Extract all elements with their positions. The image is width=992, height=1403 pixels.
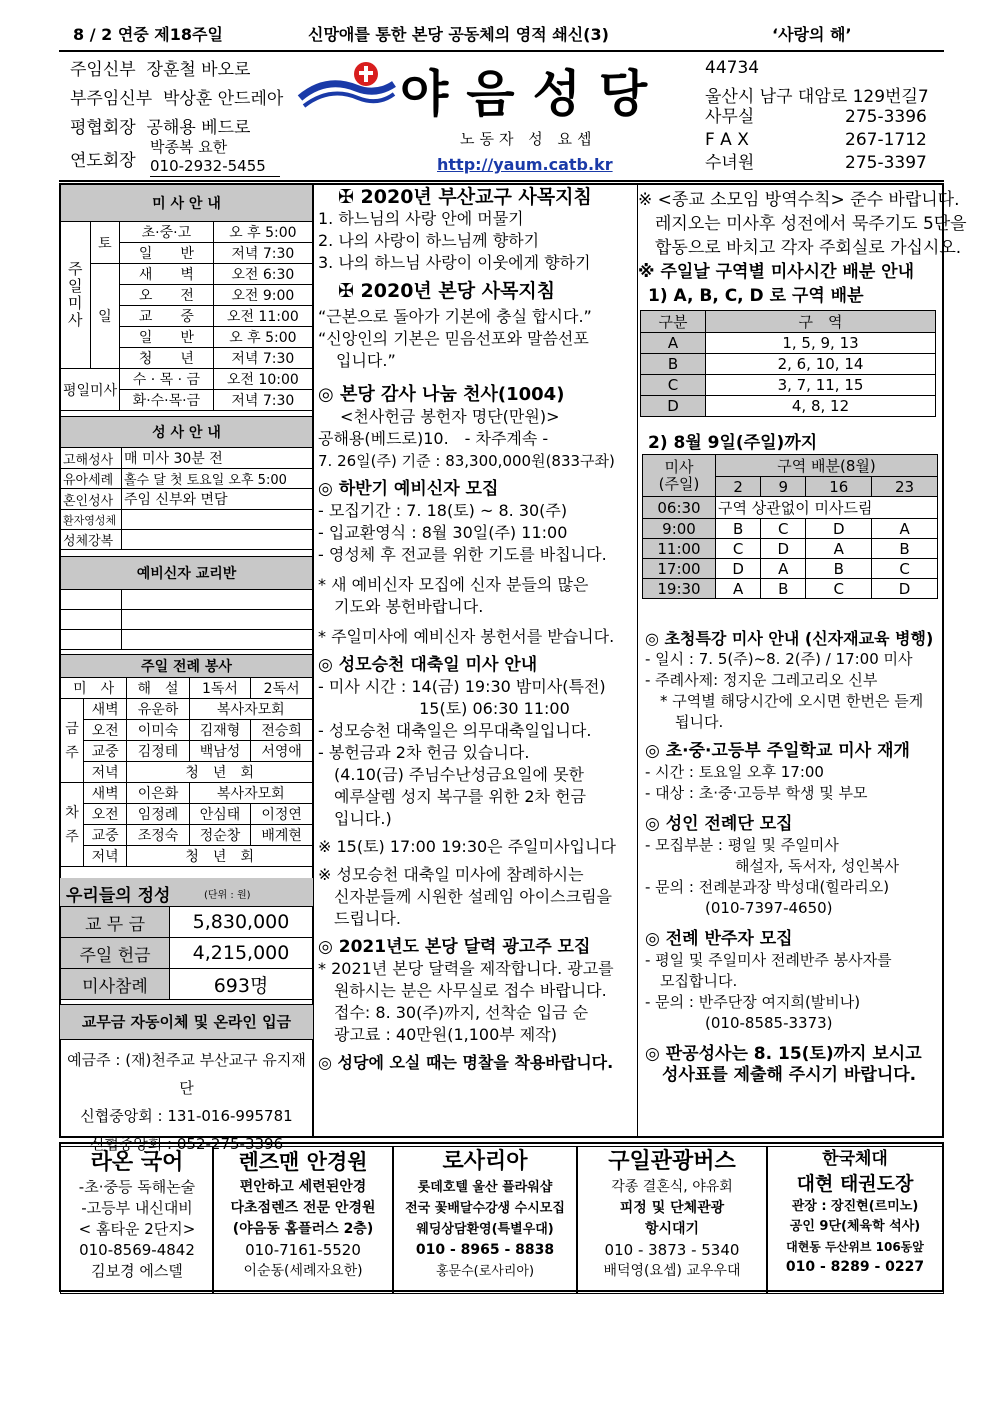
cross-circle-wave-logo-icon bbox=[296, 58, 396, 114]
contact-lines bbox=[705, 106, 927, 175]
mass-time: 오전 11:00 bbox=[213, 306, 312, 327]
sacrament-name: 유아세례 bbox=[61, 469, 122, 489]
adult-line: (010-7397-4650) bbox=[645, 899, 833, 917]
rule-line: 합동으로 바치고 각자 주회실로 가십시오. bbox=[638, 238, 962, 258]
ad-line: 배덕영(요셉) 교우우대 bbox=[603, 1263, 741, 1279]
ad-line: 이순동(세례자요한) bbox=[243, 1263, 363, 1279]
offering-name: 미사참례 bbox=[61, 969, 170, 1000]
right-notices-bottom bbox=[645, 628, 933, 1086]
ad-line: 홍문수(로사리아) bbox=[435, 1264, 535, 1279]
school-line: - 시간 : 토요일 오후 17:00 bbox=[645, 763, 824, 781]
liturgy-reader: 전승희 bbox=[251, 720, 313, 741]
assumption-line: ※ 성모승천 대축일 미사에 참례하시는 bbox=[318, 865, 584, 884]
mass-title: 미 사 안 내 bbox=[61, 185, 313, 222]
adult-liturgy-title: ◎ 성인 전례단 모집 bbox=[645, 814, 793, 834]
diocese-guideline-title: ✠ 2020년 부산교구 사목지침 bbox=[338, 186, 592, 208]
schedule-zone: A bbox=[761, 559, 806, 579]
calendar-ad-line: 접수: 8. 30(주)까지, 선착순 입금 순 bbox=[318, 1003, 589, 1022]
calendar-ad-line: 원하시는 분은 사무실로 접수 바랍니다. bbox=[318, 981, 607, 1000]
liturgy-title: 주일 전례 봉사 bbox=[61, 655, 313, 678]
assumption-line: (4.10(금) 주님수난성금요일에 못한 bbox=[318, 765, 584, 784]
schedule-time: 19:30 bbox=[643, 579, 716, 599]
sacrament-value bbox=[122, 530, 313, 550]
liturgy-reader: 배계현 bbox=[251, 825, 313, 846]
liturgy-header: 미 사 bbox=[61, 678, 127, 699]
parish-guideline-title: ✠ 2020년 본당 사목지침 bbox=[338, 280, 556, 302]
mass-name: 수 · 목 · 금 bbox=[120, 369, 214, 390]
parish-title: 야음성당 bbox=[400, 64, 666, 123]
mass-time: 오전 6:30 bbox=[213, 264, 312, 285]
liturgy-commentator: 이미숙 bbox=[127, 720, 189, 741]
liturgy-reader: 안심태 bbox=[189, 804, 251, 825]
ad-florist bbox=[392, 1146, 578, 1294]
sacrament-value bbox=[122, 510, 313, 530]
angel-offering-title: ◎ 본당 감사 나눔 천사(1004) bbox=[318, 384, 565, 405]
ad-line: < 홈타운 2단지> bbox=[78, 1220, 196, 1238]
zip-code: 44734 bbox=[705, 58, 760, 78]
zone-letter: A bbox=[641, 333, 706, 354]
liturgy-mass: 교중 bbox=[84, 741, 127, 762]
assumption-mass-title: ◎ 성모승천 대축일 미사 안내 bbox=[318, 655, 538, 675]
assumption-line: ※ 15(토) 17:00 19:30은 주일미사입니다 bbox=[318, 837, 616, 856]
zone-areas: 1, 5, 9, 13 bbox=[706, 333, 936, 354]
school-mass-title: ◎ 초·중·고등부 주일학교 미사 재개 bbox=[645, 741, 910, 761]
liturgy-youth: 청 년 회 bbox=[127, 846, 313, 867]
liturgy-service-table bbox=[60, 654, 313, 867]
staff-list bbox=[70, 56, 283, 143]
assumption-line: 입니다.) bbox=[318, 809, 392, 828]
ad-line: 롯데호텔 울산 플라워샵 bbox=[417, 1180, 553, 1195]
adult-line: 해설자, 독서자, 성인복사 bbox=[645, 857, 899, 875]
ad-korean-academy bbox=[60, 1146, 214, 1294]
mass-schedule-table bbox=[60, 184, 313, 411]
catechumen-class-title: 예비신자 교리반 bbox=[61, 557, 313, 590]
ad-title: 구일관광버스 bbox=[608, 1149, 736, 1174]
ad-title: 렌즈맨 안경원 bbox=[238, 1150, 368, 1174]
parish-guideline-line: “신앙인의 기본은 믿음선포와 말씀선포 bbox=[318, 329, 589, 348]
schedule-zone: A bbox=[872, 519, 938, 539]
contact-label: 수녀원 bbox=[705, 153, 755, 173]
distribution-subtitle: 1) A, B, C, D 로 구역 배분 bbox=[648, 286, 864, 306]
schedule-time: 06:30 bbox=[643, 497, 716, 519]
zone-areas: 3, 7, 11, 15 bbox=[706, 375, 936, 396]
offering-name: 교 무 금 bbox=[61, 907, 170, 938]
contact-value: 275-3396 bbox=[845, 107, 927, 127]
ad-line: 웨딩상담환영(특별우대) bbox=[416, 1222, 554, 1237]
sacrament-value: 주임 신부와 면담 bbox=[122, 489, 313, 510]
ad-line: 대현동 두산위브 106동앞 bbox=[786, 1240, 924, 1254]
mass-time: 저녁 7:30 bbox=[213, 243, 312, 264]
offering-title: 우리들의 정성 bbox=[66, 886, 171, 906]
liturgy-reader: 서영애 bbox=[251, 741, 313, 762]
ad-title-2: 대현 태권도장 bbox=[796, 1173, 914, 1195]
mass-time: 저녁 7:30 bbox=[213, 390, 312, 411]
zone-letter: B bbox=[641, 354, 706, 375]
calendar-ad-line: * 2021년 본당 달력을 제작합니다. 광고를 bbox=[318, 959, 614, 978]
issue-theme: 신망애를 통한 본당 공동체의 영적 쇄신(3) bbox=[308, 25, 609, 44]
liturgy-mass: 오전 bbox=[84, 720, 127, 741]
catechumen-recruit-line: * 주일미사에 예비신자 봉헌서를 받습니다. bbox=[318, 627, 615, 646]
ad-line: -고등부 내신대비 bbox=[81, 1199, 193, 1217]
schedule-date: 2 bbox=[716, 477, 761, 497]
year-theme: ‘사랑의 해’ bbox=[772, 25, 852, 44]
angel-offering-line: 7. 26일(주) 기준 : 83,300,000원(833구좌) bbox=[318, 452, 615, 470]
schedule-zone: B bbox=[761, 579, 806, 599]
distribution-title: ※ 주일날 구역별 미사시간 배분 안내 bbox=[638, 262, 915, 282]
schedule-time: 17:00 bbox=[643, 559, 716, 579]
schedule-head-label: (주일) bbox=[658, 474, 700, 493]
schedule-zone: A bbox=[716, 579, 761, 599]
calendar-ad-title: ◎ 2021년도 본당 달력 광고주 모집 bbox=[318, 937, 591, 957]
liturgy-reader: 김재형 bbox=[189, 720, 251, 741]
ad-title: 한국체대 bbox=[822, 1149, 888, 1169]
offering-value: 4,215,000 bbox=[170, 938, 313, 969]
assumption-line: - 성모승천 대축일은 의무대축일입니다. bbox=[318, 721, 592, 740]
schedule-zone: B bbox=[716, 519, 761, 539]
offering-header bbox=[60, 878, 313, 907]
assumption-line: 예루살렘 성지 복구를 위한 2차 헌금 bbox=[318, 787, 586, 806]
schedule-date: 16 bbox=[806, 477, 872, 497]
autopay-line: 신협중앙회 : 052-275-3396 bbox=[89, 1135, 284, 1153]
divider bbox=[150, 176, 280, 177]
offering-value: 5,830,000 bbox=[170, 907, 313, 938]
schedule-zone: B bbox=[872, 539, 938, 559]
staff-name: 장훈철 바오로 bbox=[146, 60, 251, 80]
sacrament-name: 환자영성체 bbox=[61, 510, 122, 530]
ad-line: -초·중등 독해논술 bbox=[78, 1178, 196, 1196]
assumption-line: 드립니다. bbox=[318, 909, 401, 928]
adult-line: - 문의 : 전례분과장 박성대(힐라리오) bbox=[645, 878, 890, 896]
mass-time: 오 후 5:00 bbox=[213, 327, 312, 348]
ad-line: 010-7161-5520 bbox=[245, 1241, 361, 1259]
schedule-zone: D bbox=[806, 519, 872, 539]
schedule-zone: D bbox=[872, 579, 938, 599]
ad-line: 전국 꽃배달수강생 수시모집 bbox=[405, 1201, 565, 1216]
staff-contact bbox=[150, 138, 266, 176]
sunday-label: 일 bbox=[90, 264, 120, 369]
schedule-zone: B bbox=[806, 559, 872, 579]
diocese-guideline-item: 1. 하느님의 사랑 안에 머물기 bbox=[318, 209, 524, 228]
sunday-mass-label: 주일미사 bbox=[61, 222, 91, 369]
parish-guideline-line: “근본으로 돌아가 기본에 충실 합시다.” bbox=[318, 307, 592, 326]
mass-time: 오 후 5:00 bbox=[213, 222, 312, 243]
ad-line: (야음동 홈플러스 2층) bbox=[232, 1221, 374, 1237]
invite-line: * 구역별 해당시간에 오시면 한번은 듣게 bbox=[645, 692, 924, 710]
parish-guideline-line: 입니다.” bbox=[336, 351, 396, 370]
liturgy-youth: 청 년 회 bbox=[127, 762, 313, 783]
liturgy-mass: 새벽 bbox=[84, 699, 127, 720]
schedule-note: 구역 상관없이 미사드림 bbox=[716, 497, 938, 519]
middle-notices bbox=[318, 186, 616, 1074]
staff-name: 박상훈 안드레아 bbox=[162, 89, 284, 109]
organist-line: - 문의 : 반주단장 여지희(발비나) bbox=[645, 993, 861, 1011]
this-week-label: 금주 bbox=[61, 699, 84, 783]
ad-line: 관장 : 장진현(르미노) bbox=[791, 1199, 919, 1214]
diocese-guideline-item: 3. 나의 하느님 사랑이 이웃에게 향하기 bbox=[318, 253, 591, 272]
sacrament-value: 매 미사 30분 전 bbox=[122, 448, 313, 469]
mass-time: 오전 10:00 bbox=[213, 369, 312, 390]
mass-time: 오전 9:00 bbox=[213, 285, 312, 306]
invite-line: 됩니다. bbox=[645, 713, 724, 731]
right-notices-top bbox=[638, 188, 967, 308]
assumption-line: 신자분들께 시원한 설레임 아이스크림을 bbox=[318, 887, 613, 906]
invite-lecture-title: ◎ 초청특강 미사 안내 (신자재교육 병행) bbox=[645, 629, 934, 648]
invite-line: - 일시 : 7. 5(주)~8. 2(주) / 17:00 미사 bbox=[645, 650, 913, 668]
liturgy-mass: 교중 bbox=[84, 825, 127, 846]
ad-optician bbox=[212, 1146, 394, 1294]
schedule-time: 9:00 bbox=[643, 519, 716, 539]
schedule-zone: C bbox=[806, 579, 872, 599]
organist-line: (010-8585-3373) bbox=[645, 1014, 833, 1032]
ad-line: 다초점렌즈 전문 안경원 bbox=[230, 1200, 376, 1216]
ad-title: 라온 국어 bbox=[90, 1149, 184, 1175]
mass-time: 저녁 7:30 bbox=[213, 348, 312, 369]
issue-date: 8 / 2 연중 제18주일 bbox=[73, 25, 223, 44]
schedule-date: 9 bbox=[761, 477, 806, 497]
assumption-line: - 봉헌금과 2차 헌금 있습니다. bbox=[318, 743, 530, 762]
sacrament-value: 홀수 달 첫 토요일 오후 5:00 bbox=[122, 469, 313, 489]
zone-letter: D bbox=[641, 396, 706, 417]
organist-line: 모집합니다. bbox=[645, 972, 738, 990]
calendar-ad-line: 광고료 : 40만원(1,100부 제작) bbox=[318, 1025, 557, 1044]
catechumen-recruit-line: * 새 예비신자 모집에 신자 분들의 많은 bbox=[318, 575, 589, 594]
ad-line: 항시대기 bbox=[644, 1221, 700, 1237]
schedule-zone: D bbox=[716, 559, 761, 579]
autopay-title: 교무금 자동이체 및 온라인 입금 bbox=[60, 1004, 313, 1040]
nametag-notice: ◎ 성당에 오실 때는 명찰을 착용바랍니다. bbox=[318, 1053, 614, 1072]
angel-offering-line: 공해용(베드로)10. - 차주계속 - bbox=[318, 429, 549, 448]
ad-title: 로사리아 bbox=[442, 1149, 528, 1174]
schedule-date: 23 bbox=[872, 477, 938, 497]
zone-table bbox=[640, 310, 936, 417]
offering-table bbox=[60, 906, 313, 1000]
organist-line: - 평일 및 주일미사 전례반주 봉사자를 bbox=[645, 951, 892, 969]
catechumen-class-table bbox=[60, 556, 313, 650]
ad-line: 피정 및 단체관광 bbox=[619, 1200, 725, 1216]
liturgy-reader: 백남성 bbox=[189, 741, 251, 762]
ad-line: 010-8569-4842 bbox=[79, 1241, 195, 1259]
ad-line: 010 - 3873 - 5340 bbox=[604, 1241, 740, 1259]
catechumen-recruit-line: 기도와 봉헌바랍니다. bbox=[318, 597, 484, 616]
schedule-zone: A bbox=[806, 539, 872, 559]
liturgy-header: 해 설 bbox=[127, 678, 189, 699]
address: 울산시 남구 대암로 129번길7 bbox=[705, 87, 929, 107]
offering-value: 693명 bbox=[170, 969, 313, 1000]
assumption-line: - 미사 시간 : 14(금) 19:30 밤미사(특전) bbox=[318, 677, 606, 696]
staff-role: 평협회장 bbox=[70, 118, 136, 138]
liturgy-reader: 정순창 bbox=[189, 825, 251, 846]
mass-name: 초·중·고 bbox=[120, 222, 214, 243]
autopay-line: 예금주 : (재)천주교 부산교구 유지재단 bbox=[67, 1051, 306, 1097]
ad-taekwondo bbox=[766, 1146, 944, 1294]
mass-name: 새 벽 bbox=[120, 264, 214, 285]
mass-zone-schedule bbox=[642, 454, 938, 599]
school-line: - 대상 : 초·중·고등부 학생 및 부모 bbox=[645, 784, 868, 802]
mass-name: 화·수·목·금 bbox=[120, 390, 214, 411]
confession-line: 성사표를 제출해 주시기 바랍니다. bbox=[645, 1065, 917, 1085]
staff-role: 부주임신부 bbox=[70, 89, 153, 109]
staff-role: 연도회장 bbox=[70, 151, 136, 171]
offering-unit: (단위 : 원) bbox=[204, 890, 251, 901]
liturgy-mass: 저녁 bbox=[84, 762, 127, 783]
liturgy-reader: 복사자모회 bbox=[189, 783, 312, 804]
liturgy-reader: 이정연 bbox=[251, 804, 313, 825]
schedule-title: 2) 8월 9일(주일)까지 bbox=[648, 433, 818, 453]
assumption-line: 15(토) 06:30 11:00 bbox=[318, 699, 570, 718]
zone-areas: 2, 6, 10, 14 bbox=[706, 354, 936, 375]
schedule-head bbox=[643, 455, 716, 497]
schedule-zone: D bbox=[761, 539, 806, 559]
staff-name: 박종복 요한 bbox=[150, 138, 228, 156]
liturgy-header: 1독서 bbox=[189, 678, 251, 699]
ad-line: 편안하고 세련된안경 bbox=[239, 1179, 367, 1195]
sacrament-name: 성체강복 bbox=[61, 530, 122, 550]
catechumen-recruit-line: - 영성체 후 전교를 위한 기도를 바칩니다. bbox=[318, 545, 607, 564]
contact-label: F A X bbox=[705, 130, 749, 150]
contact-value: 267-1712 bbox=[845, 130, 927, 150]
liturgy-commentator: 조정숙 bbox=[127, 825, 189, 846]
ad-line: 각종 결혼식, 야유회 bbox=[611, 1179, 733, 1195]
mass-name: 일 반 bbox=[120, 243, 214, 264]
contact-label: 사무실 bbox=[705, 107, 755, 127]
liturgy-mass: 저녁 bbox=[84, 846, 127, 867]
ad-line: 공인 9단(체육학 석사) bbox=[789, 1219, 921, 1234]
schedule-zone: C bbox=[716, 539, 761, 559]
mass-name: 교 중 bbox=[120, 306, 214, 327]
organist-title: ◎ 전례 반주자 모집 bbox=[645, 929, 793, 949]
zone-letter: C bbox=[641, 375, 706, 396]
schedule-zone: C bbox=[872, 559, 938, 579]
angel-offering-line: <천사헌금 봉헌자 명단(만원)> bbox=[340, 407, 560, 426]
liturgy-mass: 오전 bbox=[84, 804, 127, 825]
mass-name: 일 반 bbox=[120, 327, 214, 348]
autopay-line: 신협중앙회 : 131-016-995781 bbox=[80, 1107, 293, 1125]
confession-line: ◎ 판공성사는 8. 15(토)까지 보시고 bbox=[645, 1044, 922, 1064]
sacrament-table bbox=[60, 416, 313, 550]
schedule-head-label: 미사 bbox=[664, 457, 694, 476]
catechumen-recruit-line: - 입교환영식 : 8월 30일(주) 11:00 bbox=[318, 523, 568, 542]
ad-line: 김보경 에스델 bbox=[91, 1262, 183, 1280]
liturgy-mass: 새벽 bbox=[84, 783, 127, 804]
sacrament-name: 고해성사 bbox=[61, 448, 122, 469]
invite-line: - 주례사제: 정지운 그레고리오 신부 bbox=[645, 671, 878, 689]
next-week-label: 차주 bbox=[61, 783, 84, 867]
liturgy-commentator: 유운하 bbox=[127, 699, 189, 720]
schedule-time: 11:00 bbox=[643, 539, 716, 559]
liturgy-commentator: 임정례 bbox=[127, 804, 189, 825]
ad-line: 010 - 8289 - 0227 bbox=[785, 1259, 925, 1275]
contact-value: 275-3397 bbox=[845, 153, 927, 173]
zone-areas: 4, 8, 12 bbox=[706, 396, 936, 417]
diocese-guideline-item: 2. 나의 사랑이 하느님께 향하기 bbox=[318, 231, 540, 250]
patron-saint: 노동자 성 요셉 bbox=[460, 130, 597, 148]
saturday-label: 토 bbox=[90, 222, 120, 264]
liturgy-header: 2독서 bbox=[251, 678, 313, 699]
offering-name: 주일 헌금 bbox=[61, 938, 170, 969]
ad-tour-bus bbox=[576, 1146, 768, 1294]
mass-name: 오 전 bbox=[120, 285, 214, 306]
mass-name: 청 년 bbox=[120, 348, 214, 369]
liturgy-commentator: 김정테 bbox=[127, 741, 189, 762]
liturgy-commentator: 이은화 bbox=[127, 783, 189, 804]
sacrament-name: 혼인성사 bbox=[61, 489, 122, 510]
parish-website-link[interactable]: http://yaum.catb.kr bbox=[437, 155, 613, 174]
schedule-head-zones: 구역 배분(8월) bbox=[716, 455, 938, 477]
staff-phone: 010-2932-5455 bbox=[150, 157, 266, 175]
sacrament-title: 성 사 안 내 bbox=[61, 417, 313, 448]
rule-line: ※ <종교 소모임 방역수칙> 준수 바랍니다. bbox=[638, 190, 960, 210]
staff-name: 공해용 베드로 bbox=[146, 118, 251, 138]
adult-line: - 모집부분 : 평일 및 주일미사 bbox=[645, 836, 839, 854]
weekday-mass-label: 평일미사 bbox=[61, 369, 120, 411]
ad-line: 010 - 8965 - 8838 bbox=[415, 1242, 555, 1258]
liturgy-reader: 복사자모회 bbox=[189, 699, 312, 720]
zone-header: 구분 bbox=[641, 311, 706, 333]
staff-role: 주임신부 bbox=[70, 60, 136, 80]
catechumen-recruit-title: ◎ 하반기 예비신자 모집 bbox=[318, 479, 499, 499]
schedule-zone: C bbox=[761, 519, 806, 539]
rule-line: 레지오는 미사후 성전에서 묵주기도 5단을 bbox=[638, 214, 967, 234]
zone-header: 구 역 bbox=[706, 311, 936, 333]
catechumen-recruit-line: - 모집기간 : 7. 18(토) ~ 8. 30(주) bbox=[318, 501, 568, 520]
